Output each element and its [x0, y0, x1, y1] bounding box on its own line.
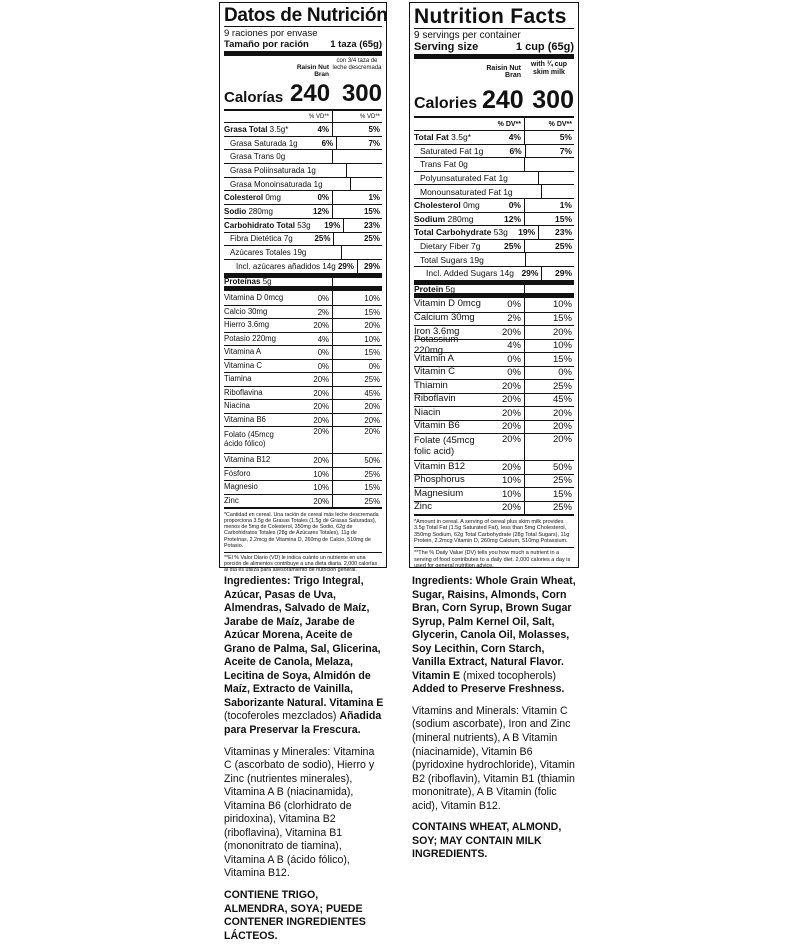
es-vitamin-dv: 20%: [313, 321, 329, 330]
es-nutrient-row: [224, 149, 382, 163]
es-vitamin-dv: 0%: [317, 348, 329, 357]
en-nutrient-dv: 4%: [508, 132, 521, 143]
en-nutrient-dv-milk: 5%: [524, 131, 574, 144]
en-nutrient-dv: 0%: [508, 200, 521, 211]
en-vitamin-label: Vitamin B6: [414, 420, 460, 432]
es-cal1: 240: [290, 80, 331, 107]
es-nutrient-amount: 0mg: [265, 193, 281, 203]
es-nutrient-row: [224, 122, 382, 136]
es-nutrient-amount: 1g: [306, 165, 316, 175]
en-vitamin-dv: 4%: [507, 340, 521, 352]
es-col1-head: Raisin Nut Bran: [296, 64, 329, 78]
es-vitamin-row: [224, 359, 382, 373]
en-vitamin-dv: 20%: [501, 326, 521, 338]
en-nutrient-label: Incl. Added Sugars: [426, 268, 498, 279]
es-nutrient-amount: 53g: [297, 220, 311, 230]
en-nutrient-label: Total Fat: [414, 132, 449, 143]
es-nutrient-row: [224, 245, 382, 259]
es-nutrient-label: Grasa Poliinsaturada: [230, 165, 305, 175]
en-vitamin-label: Riboflavin: [414, 393, 456, 405]
es-vitamin-label: Riboflavina: [224, 387, 263, 397]
en-vitamin-label: Calcium 30mg: [414, 312, 475, 324]
en-vitamin-row: [414, 501, 574, 515]
en-nutrient-amount: 0mg: [463, 200, 480, 211]
en-vitamin-row: [414, 420, 574, 434]
es-nutrient-dv-milk: 25%: [333, 233, 382, 246]
es-vitamin-dv-milk: 20%: [332, 319, 382, 332]
es-vitamin-dv-milk: 0%: [332, 360, 382, 373]
es-col2-head: con 3/4 taza de leche descremada: [332, 58, 382, 71]
es-vitamin-dv: 20%: [313, 375, 329, 384]
es-nutrient-row: [224, 232, 382, 246]
es-vitamin-label: Folato (45mcg ácido fólico): [224, 430, 274, 449]
en-nutrient-table: [414, 130, 574, 293]
en-nutrient-row: [414, 225, 574, 239]
es-vitamin-label: Fósforo: [224, 468, 251, 478]
es-footnote-2: **El % Valor Diario (VD) le indica cuánto un nutriente en una porción de alimentos contribuye a una dieta diaria. 2,000 calorías al día es utiliza para asesoramiento de nutrición general.: [224, 552, 382, 573]
en-vitamin-dv-milk: 25%: [524, 502, 574, 515]
es-vitamin-dv: 20%: [313, 402, 329, 411]
en-ingredients-label: Ingredients:: [412, 575, 473, 587]
en-vitamin-dv-milk: 25%: [524, 380, 574, 393]
es-vitE-label: Vitamina E: [329, 696, 384, 709]
en-nutrient-label: Polyunsaturated Fat: [420, 173, 497, 184]
es-vitamin-dv-milk: 45%: [332, 387, 382, 400]
es-ingredients-block: [224, 575, 384, 951]
en-vitamin-row: [414, 379, 574, 393]
es-vitamin-dv-milk: 10%: [332, 291, 382, 305]
en-vitamin-label: Vitamin D 0mcg: [414, 298, 481, 310]
es-nutrient-amount: 1g: [288, 138, 298, 148]
es-nutrient-dv: 12%: [312, 206, 329, 216]
es-vitE-text: (tocoferoles mezclados): [224, 710, 337, 723]
es-vitamin-label: Tiamina: [224, 374, 252, 384]
es-nutrient-dv: 4%: [317, 124, 329, 134]
es-vitamin-row: [224, 426, 382, 453]
es-nutrient-dv-milk: [332, 150, 382, 163]
en-vitamin-dv-milk: 20%: [524, 326, 574, 339]
en-cal1: 240: [482, 86, 524, 114]
en-vitamin-row: [414, 352, 574, 366]
es-nutrient-dv: 19%: [324, 220, 341, 230]
es-nutrient-label: Sodio: [224, 206, 247, 216]
es-nutrient-label: Proteínas: [224, 277, 261, 287]
en-vitamin-label: Thiamin: [414, 379, 448, 391]
es-serving-size-value: 1 taza (65g): [330, 39, 382, 50]
es-nutrient-row: [224, 273, 382, 287]
es-nutrient-dv-milk: 29%: [357, 260, 382, 273]
en-vitamin-dv-milk: 0%: [524, 367, 574, 380]
es-nutrient-amount: 3.5g*: [269, 124, 289, 134]
es-vitamin-label: Hierro 3.6mg: [224, 320, 270, 330]
es-nutrient-row: [224, 259, 382, 273]
en-nutrient-row: [414, 157, 574, 171]
es-vitamin-row: [224, 399, 382, 413]
en-vitamin-label: Folate (45mcg folic acid): [414, 435, 475, 458]
es-vitamin-row: [224, 372, 382, 386]
es-nutrient-row: [224, 218, 382, 232]
es-vitamin-row: [224, 345, 382, 359]
es-vitamin-dv-milk: 20%: [332, 400, 382, 413]
es-serving-size-label: Tamaño por ración: [224, 39, 309, 50]
en-vitamin-dv-milk: 20%: [524, 434, 574, 460]
en-vitamin-dv: 20%: [501, 407, 521, 419]
es-ingredients-label: Ingredientes:: [224, 575, 291, 587]
en-vitamin-dv-milk: 50%: [524, 461, 574, 474]
es-vitamin-dv-milk: 15%: [332, 481, 382, 494]
es-vitamin-dv: 0%: [317, 293, 329, 303]
es-vitamin-row: [224, 467, 382, 481]
es-vitamin-row: [224, 332, 382, 346]
en-nutrient-label: Dietary Fiber: [420, 241, 469, 252]
en-nutrient-dv-milk: [524, 285, 574, 294]
en-nutrient-row: [414, 198, 574, 212]
es-vitamin-row: [224, 305, 382, 319]
es-vitamin-label: Vitamina A: [224, 347, 262, 357]
en-vitamin-dv-milk: 20%: [524, 421, 574, 434]
es-vitamin-row: [224, 318, 382, 332]
es-nutrient-amount: 0g: [276, 152, 286, 162]
en-nutrient-label: Sodium: [414, 213, 446, 224]
es-nutrient-label: Grasa Monoinsaturada: [230, 179, 312, 189]
es-nutrient-row: [224, 177, 382, 191]
en-vitamin-label: Zinc: [414, 501, 432, 513]
en-cal2: 300: [532, 86, 574, 114]
es-nutrient-label: Fibra Dietética: [230, 234, 282, 244]
en-vitamin-dv-milk: 20%: [524, 407, 574, 420]
es-vitamin-dv: 10%: [313, 483, 329, 492]
es-vitamin-label: Zinc: [224, 495, 239, 505]
en-nutrient-amount: 53g: [493, 227, 508, 238]
es-vitamin-table: [224, 291, 382, 507]
en-title: Nutrition Facts: [414, 5, 567, 28]
en-vitamin-dv: 2%: [507, 313, 521, 325]
en-vitamin-dv: 20%: [501, 394, 521, 406]
en-nutrient-amount: 280mg: [447, 213, 474, 224]
en-nutrient-amount: 19g: [469, 254, 484, 265]
es-vitamin-row: [224, 480, 382, 494]
en-vitamin-dv: 20%: [501, 421, 521, 433]
en-serving-size-value: 1 cup (65g): [515, 41, 574, 53]
en-vitamin-row: [414, 312, 574, 326]
es-nutrient-dv-milk: [332, 278, 382, 287]
en-nutrient-label: Monounsaturated Fat: [420, 186, 501, 197]
en-nutrient-amount: 14g: [499, 268, 514, 279]
en-nutrient-dv-milk: 25%: [524, 240, 574, 253]
es-nutrient-dv: 0%: [317, 193, 329, 203]
es-nutrient-row: [224, 163, 382, 177]
en-vitamin-dv-milk: 25%: [524, 475, 574, 488]
es-vitamins-minerals: Vitaminas y Minerales: Vitamina C (ascorbato de sodio), Hierro y Zinc (nutrientes minerales), Vitamina A B (niacinamida), Vitamina B6 (clorhidrato de piridoxina), Vitamina B2 (riboflavina), Vitamina B1 (mononitrato de tiamina), Vitamina A B (ácido fólico), Vitamina B12.: [224, 745, 375, 880]
en-vitamin-label: Magnesium: [414, 487, 464, 499]
en-footnote-1: *Amount in cereal. A serving of cereal plus skim milk provides 3.5g Total Fat (1.5g Saturated Fat), less than 5mg Cholesterol, 350mg Sodium, 62g Total Carbohydrate (28g Total Sugars), 11g Protein, 2.2mcg Vitamin D, 260mg Calcium, 510mg Potassium.: [414, 519, 570, 545]
es-nutrient-amount: 5g: [262, 277, 272, 287]
en-nutrient-amount: 3.5g*: [451, 132, 472, 143]
es-nutrient-dv-milk: [346, 164, 382, 177]
en-nutrient-dv-milk: 23%: [538, 226, 574, 239]
en-dv-head-2: % DV**: [524, 118, 574, 130]
en-dv-head-1: % DV**: [497, 120, 521, 128]
en-vitamin-dv: 0%: [507, 367, 521, 379]
en-nutrient-dv: 19%: [518, 227, 536, 238]
en-vitE-label: Vitamin E: [412, 669, 461, 682]
en-vitE-tail: Added to Preserve Freshness.: [412, 683, 565, 696]
es-vitamin-dv: 20%: [313, 496, 329, 506]
es-nutrient-amount: 280mg: [248, 206, 273, 216]
en-nutrient-label: Protein: [414, 283, 444, 294]
en-vitamin-dv-milk: 15%: [524, 488, 574, 501]
en-vitamin-label: Niacin: [414, 406, 441, 418]
en-nutrient-amount: 0g: [458, 159, 468, 170]
es-nutrient-dv-milk: 1%: [332, 191, 382, 204]
es-nutrient-label: Carbohidrato Total: [224, 220, 295, 230]
es-nutrient-row: [224, 190, 382, 204]
en-nutrient-label: Total Sugars: [420, 254, 468, 265]
english-nutrition-label: [409, 2, 579, 568]
en-nutrient-label: Trans Fat: [420, 159, 457, 170]
en-vitamin-table: [414, 298, 574, 514]
es-nutrient-amount: 1g: [313, 179, 323, 189]
en-nutrient-row: [414, 252, 574, 266]
es-dv-head-2: % VD**: [332, 111, 382, 122]
es-calories-label: Calorías: [224, 89, 284, 106]
en-nutrient-amount: 7g: [471, 241, 481, 252]
en-vitamin-row: [414, 393, 574, 407]
en-nutrient-row: [414, 212, 574, 226]
en-nutrient-row: [414, 280, 574, 294]
es-vitamin-label: Calcio 30mg: [224, 306, 268, 316]
en-vitamin-label: Phosphorus: [414, 474, 465, 486]
es-vitamin-dv-milk: 15%: [332, 306, 382, 319]
en-calories-label: Calories: [414, 95, 478, 112]
es-vitamin-label: Vitamina C: [224, 360, 262, 370]
en-nutrient-row: [414, 239, 574, 253]
es-vitamin-row: [224, 291, 382, 305]
es-vitamin-dv: 10%: [313, 469, 329, 479]
es-vitamin-dv: 20%: [313, 427, 329, 437]
spanish-nutrition-label: [219, 2, 388, 573]
es-title: Datos de Nutrición: [224, 5, 388, 26]
en-vitamin-dv-milk: 10%: [524, 298, 574, 312]
es-vitamin-dv-milk: 20%: [332, 414, 382, 427]
en-vitamin-label: Iron 3.6mg: [414, 325, 460, 337]
es-nutrient-dv-milk: 15%: [332, 205, 382, 218]
en-nutrient-row: [414, 171, 574, 185]
en-vitamin-dv-milk: 15%: [524, 313, 574, 326]
en-nutrient-dv: 12%: [503, 213, 521, 224]
es-servings: 9 raciones por envase: [224, 26, 382, 39]
en-nutrient-dv: 6%: [509, 145, 522, 156]
en-nutrient-dv-milk: [538, 172, 574, 185]
en-nutrient-amount: 5g: [445, 283, 456, 294]
en-ingredients-text: Whole Grain Wheat, Sugar, Raisins, Almonds, Corn Bran, Corn Syrup, Brown Sugar Syrup, Palm Kernel Oil, Salt, Glycerin, Canola Oil, Molasses, Soy Lecithin, Corn Starch, Vanilla Extract, Natural Flavor.: [412, 575, 576, 669]
en-nutrient-row: [414, 130, 574, 144]
es-nutrient-amount: 7g: [283, 234, 293, 244]
es-vitamin-label: Vitamina D 0mcg: [224, 292, 284, 302]
es-vitamin-dv-milk: 20%: [332, 427, 382, 453]
en-vitamin-label: Potassium 220mg: [414, 333, 459, 356]
es-nutrient-dv: 25%: [314, 234, 331, 244]
es-nutrient-row: [224, 204, 382, 218]
es-vitamin-dv: 20%: [313, 415, 329, 425]
en-footnote-2: **The % Daily Value (DV) tells you how much a nutrient in a serving of food contributes to a daily diet. 2,000 calories a day is used for general nutrition advice.: [414, 547, 574, 569]
en-nutrient-amount: 1g: [503, 186, 513, 197]
en-nutrient-dv: 29%: [521, 268, 539, 279]
en-nutrient-label: Saturated Fat: [420, 145, 472, 156]
en-vitamin-row: [414, 433, 574, 460]
es-vitamin-dv-milk: 10%: [332, 333, 382, 346]
es-vitamin-dv: 20%: [313, 388, 329, 398]
es-vitamin-label: Vitamina B12: [224, 455, 271, 465]
en-vitamins-minerals: Vitamins and Minerals: Vitamin C (sodium ascorbate), Iron and Zinc (mineral nutrients), A B Vitamin (niacinamide), Vitamin B6 (pyridoxine hydrochloride), Vitamin B2 (riboflavin), Vitamin B1 (thiamin mononitrate), A B Vitamin (folic acid), Vitamin B12.: [412, 704, 575, 812]
en-contains: CONTAINS WHEAT, ALMOND, SOY; MAY CONTAIN MILK INGREDIENTS.: [412, 821, 562, 861]
en-nutrient-dv-milk: 29%: [541, 267, 574, 280]
es-vitamin-dv: 2%: [317, 307, 329, 317]
en-vitamin-dv: 20%: [501, 502, 521, 514]
es-vitamin-dv: 0%: [317, 361, 329, 371]
es-cal2: 300: [341, 80, 382, 107]
es-nutrient-amount: 14g: [322, 261, 336, 271]
en-vitamin-row: [414, 366, 574, 380]
en-nutrient-row: [414, 184, 574, 198]
en-vitamin-dv: 10%: [501, 488, 521, 500]
en-vitamin-dv-milk: 45%: [524, 394, 574, 407]
es-nutrient-label: Grasa Saturada: [230, 138, 287, 148]
es-nutrient-label: Azúcares Totales: [230, 248, 291, 258]
es-dv-head-1: % VD**: [308, 113, 329, 120]
en-nutrient-row: [414, 266, 574, 280]
en-nutrient-label: Cholesterol: [414, 200, 461, 211]
en-vitE-text: (mixed tocopherols): [463, 669, 557, 682]
es-nutrient-label: Incl. azúcares añadidos: [236, 261, 321, 271]
es-nutrient-dv-milk: [350, 178, 382, 191]
en-vitamin-row: [414, 333, 574, 356]
es-nutrient-dv-milk: 7%: [336, 137, 382, 150]
es-vitamin-row: [224, 494, 382, 508]
es-vitamin-dv-milk: 50%: [332, 454, 382, 467]
es-nutrient-dv-milk: [341, 246, 382, 259]
es-vitamin-dv-milk: 15%: [332, 346, 382, 359]
es-vitamin-label: Magnesio: [224, 482, 258, 492]
en-vitamin-dv-milk: 15%: [524, 353, 574, 366]
es-nutrient-dv: 6%: [321, 138, 334, 148]
es-nutrient-amount: 19g: [293, 248, 307, 258]
es-vitamin-label: Vitamina B6: [224, 414, 266, 424]
es-nutrient-label: Grasa Total: [224, 124, 268, 134]
en-col1-head: Raisin Nut Bran: [486, 65, 521, 79]
en-col2-head: with ¾ cup skim milk: [530, 61, 568, 76]
es-vitamin-row: [224, 413, 382, 427]
en-vitamin-dv: 0%: [507, 353, 521, 365]
en-nutrient-dv: 25%: [503, 241, 521, 252]
en-vitamin-row: [414, 298, 574, 312]
en-nutrient-amount: 1g: [498, 173, 508, 184]
en-nutrient-dv-milk: [541, 185, 574, 198]
es-nutrient-dv: 29%: [337, 261, 354, 271]
en-servings: 9 servings per container: [414, 28, 574, 41]
en-vitamin-row: [414, 460, 574, 474]
es-vitE-tail: Añadida para Preservar la Frescura.: [224, 710, 382, 737]
es-vitamin-dv: 4%: [317, 334, 329, 344]
en-nutrient-dv-milk: 15%: [524, 213, 574, 226]
en-serving-size-label: Serving size: [414, 41, 479, 53]
es-contains: CONTIENE TRIGO, ALMENDRA, SOYA; PUEDE CONTENER INGREDIENTES LÁCTEOS.: [224, 889, 366, 942]
en-vitamin-label: Vitamin A: [414, 352, 454, 364]
en-nutrient-row: [414, 144, 574, 158]
es-nutrient-dv-milk: 23%: [343, 219, 382, 232]
es-vitamin-label: Potasio 220mg: [224, 333, 277, 343]
es-vitamin-dv-milk: 25%: [332, 495, 382, 508]
es-vitamin-dv: 20%: [313, 456, 329, 465]
es-ingredients-text: Trigo Integral, Azúcar, Pasas de Uva, Almendras, Salvado de Maíz, Jarabe de Maíz, Jarabe de Azúcar Morena, Aceite de Grano de Palma, Sal, Glicerina, Aceite de Canola, Melaza, Lecitina de Soya, Almidón de Maíz, Extracto de Vainilla, Saborizante Natural.: [224, 575, 381, 709]
es-nutrient-label: Grasa Trans: [230, 152, 275, 162]
es-nutrient-label: Colesterol: [224, 193, 264, 203]
en-vitamin-label: Vitamin C: [414, 366, 456, 378]
es-vitamin-row: [224, 386, 382, 400]
es-footnote-1: *Cantidad en cereal. Una ración de cereal más leche descremada proporciona 3.5g de Grasas Totales (1.5g de Grasas Saturadas), menos de 5mg de Colesterol, 350mg de Sodio, 62g de Carbohidratos Totales (28g de Azúcares Totales), 11g de Proteínas, 2.2mcg de Vitamina D, 260mg de Calcio, 510mg de Potasio.: [224, 512, 379, 549]
en-vitamin-dv: 20%: [501, 461, 521, 473]
en-vitamin-dv: 0%: [507, 299, 521, 311]
en-nutrient-dv-milk: [524, 158, 574, 171]
en-nutrient-dv-milk: 7%: [525, 145, 574, 158]
es-vitamin-row: [224, 453, 382, 467]
en-vitamin-dv: 20%: [501, 380, 521, 392]
en-ingredients-block: [412, 575, 578, 870]
en-vitamin-label: Vitamin B12: [414, 460, 466, 472]
en-nutrient-dv-milk: 1%: [524, 199, 574, 212]
en-vitamin-row: [414, 474, 574, 488]
es-vitamin-dv-milk: 25%: [332, 468, 382, 481]
en-nutrient-label: Total Carbohydrate: [414, 227, 492, 238]
es-nutrient-row: [224, 136, 382, 150]
es-vitamin-label: Niacina: [224, 401, 251, 411]
en-vitamin-dv-milk: 10%: [524, 340, 574, 353]
en-nutrient-amount: 1g: [473, 145, 484, 156]
en-vitamin-dv: 10%: [501, 475, 521, 487]
en-vitamin-row: [414, 406, 574, 420]
es-nutrient-table: [224, 122, 382, 286]
en-vitamin-row: [414, 487, 574, 501]
es-vitamin-dv-milk: 25%: [332, 373, 382, 386]
es-nutrient-dv-milk: 5%: [332, 123, 382, 136]
en-vitamin-dv: 20%: [501, 434, 521, 446]
en-nutrient-dv-milk: [525, 253, 574, 266]
